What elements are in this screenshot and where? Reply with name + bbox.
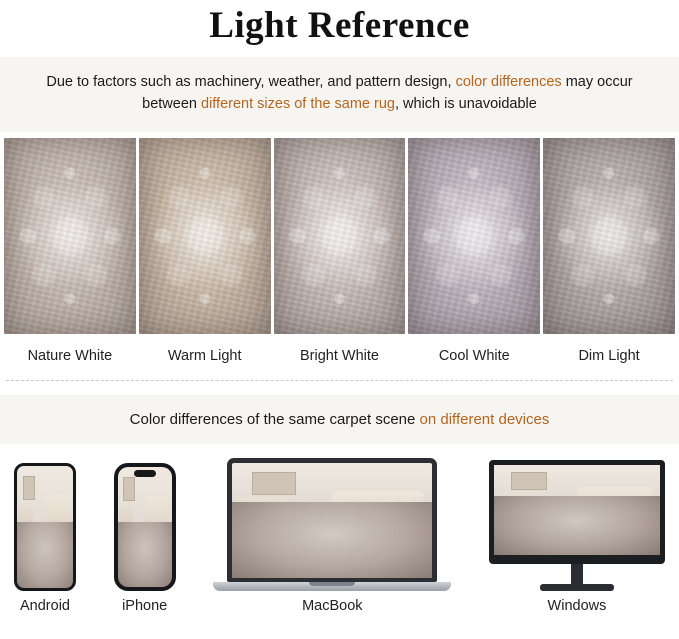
swatch-item [4,138,136,370]
swatch-label: Warm Light [167,347,242,364]
device-item-macbook [213,458,451,614]
device-label: iPhone [122,597,168,614]
light-swatch-row [0,132,679,370]
monitor-panel [489,460,665,564]
notch-icon [134,470,156,477]
macbook-lid [227,458,437,582]
iphone-screen-scene [118,467,172,587]
swatch-image-nature-white [4,138,136,334]
swatch-label: Bright White [300,347,379,364]
swatch-item [139,138,271,370]
device-difference-notice [0,395,679,444]
page-title: Light Reference [209,5,470,46]
notice-text-part2: may occur between [142,74,633,113]
macbook-screen-scene [232,463,432,578]
monitor-screen-scene [494,465,660,555]
swatch-item [408,138,540,370]
device-item-windows [489,460,665,614]
device-label: Android [20,597,70,614]
swatch-image-dim-light [543,138,675,334]
swatch-item [543,138,675,370]
iphone-phone-frame [114,463,176,591]
notice-text-part3: , which is unavoidable [394,96,537,113]
android-screen-scene [17,466,73,588]
swatch-image-warm-light [139,138,271,334]
device-item-android [14,463,76,614]
device-notice-text: Color differences of the same carpet scene [129,410,420,428]
device-row [0,444,679,614]
monitor-neck [571,564,583,584]
swatch-label: Cool White [438,347,510,364]
section-divider [6,380,673,381]
device-label: Windows [547,597,607,614]
monitor-foot [540,584,614,591]
android-phone-frame [14,463,76,591]
swatch-label: Nature White [27,347,113,364]
notice-highlight-different-sizes: different sizes of the same rug [201,96,395,113]
notice-highlight-color-differences: color differences [455,74,562,90]
device-item-iphone [114,463,176,614]
swatch-item [274,138,406,370]
device-notice-highlight: on different devices [419,410,550,428]
color-difference-notice [0,57,679,132]
device-label: MacBook [302,597,363,614]
notice-text-part1: Due to factors such as machinery, weather, and pattern design, [46,74,456,90]
macbook-base [213,582,451,591]
swatch-label: Dim Light [578,347,640,364]
swatch-image-bright-white [274,138,406,334]
swatch-image-cool-white [408,138,540,334]
